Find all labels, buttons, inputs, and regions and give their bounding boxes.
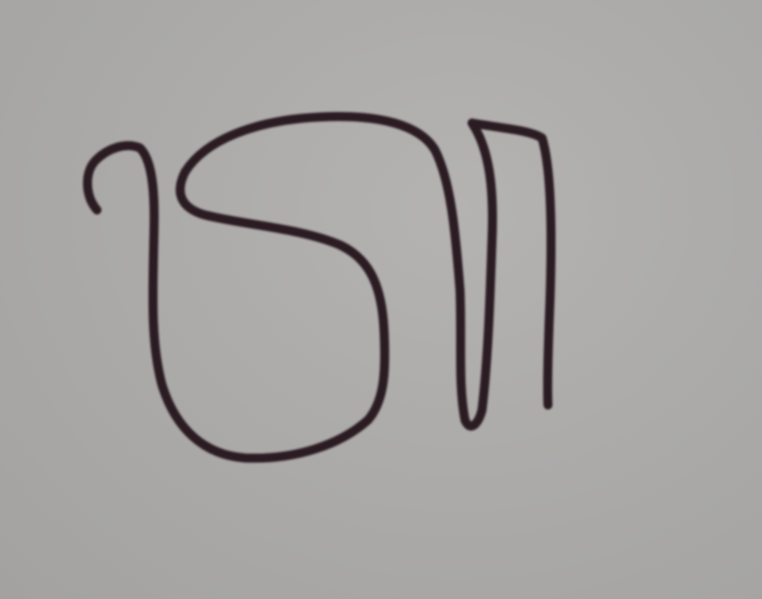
glyph-stroke-right-loop bbox=[472, 123, 551, 410]
glyph-stroke-hook-bowl bbox=[87, 117, 482, 459]
